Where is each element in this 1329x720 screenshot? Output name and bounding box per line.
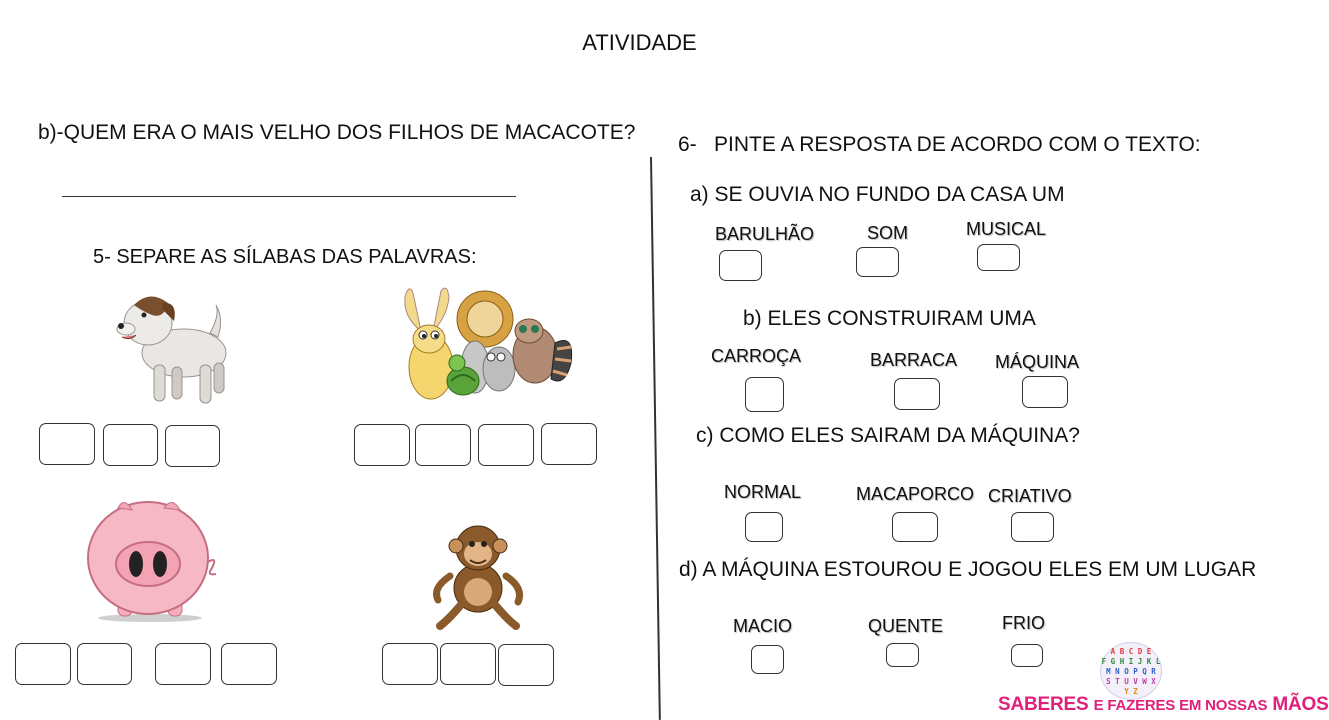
dog-icon [112, 285, 242, 410]
syllable-box[interactable] [382, 643, 438, 685]
syllable-box[interactable] [39, 423, 95, 465]
pig-icon [84, 498, 226, 624]
syllable-box[interactable] [103, 424, 158, 466]
answer-box[interactable] [719, 250, 762, 281]
page-title: ATIVIDADE [582, 30, 697, 55]
monkey-icon [430, 522, 526, 632]
syllable-box[interactable] [15, 643, 71, 685]
syllable-box[interactable] [155, 643, 211, 685]
item-a-question: a) SE OUVIA NO FUNDO DA CASA UM [690, 183, 1065, 206]
question-6-number: 6- [678, 133, 697, 156]
question-6: PINTE A RESPOSTA DE ACORDO COM O TEXTO: [714, 133, 1201, 156]
answer-box[interactable] [977, 244, 1020, 271]
option-label: QUENTE [868, 616, 944, 636]
answer-box[interactable] [745, 377, 784, 412]
answer-box[interactable] [745, 512, 783, 542]
syllable-box[interactable] [541, 423, 597, 465]
option-label: CRIATIVO [988, 486, 1072, 506]
syllable-box[interactable] [165, 425, 220, 467]
syllable-box[interactable] [498, 644, 554, 686]
option-label: NORMAL [724, 482, 802, 502]
question-b: b)-QUEM ERA O MAIS VELHO DOS FILHOS DE MACACOTE? [38, 121, 636, 144]
animal-group-icon [395, 283, 580, 413]
option-label: FRIO [1002, 613, 1045, 633]
answer-box[interactable] [751, 645, 784, 674]
answer-box[interactable] [886, 643, 919, 667]
syllable-box[interactable] [77, 643, 132, 685]
answer-box[interactable] [1011, 512, 1054, 542]
option-label: CARROÇA [711, 346, 802, 366]
answer-box[interactable] [1022, 376, 1068, 408]
syllable-box[interactable] [440, 643, 496, 685]
column-divider [650, 157, 661, 720]
item-b-question: b) ELES CONSTRUIRAM UMA [743, 307, 1036, 330]
syllable-box[interactable] [354, 424, 410, 466]
syllable-box[interactable] [415, 424, 471, 466]
item-c-question: c) COMO ELES SAIRAM DA MÁQUINA? [696, 424, 1080, 447]
answer-box[interactable] [892, 512, 938, 542]
syllable-box[interactable] [221, 643, 277, 685]
syllable-box[interactable] [478, 424, 534, 466]
item-d-question: d) A MÁQUINA ESTOUROU E JOGOU ELES EM UM LUGAR [679, 558, 1257, 581]
option-label: MUSICAL [966, 219, 1047, 239]
answer-box[interactable] [1011, 644, 1043, 667]
answer-box[interactable] [894, 378, 940, 410]
option-label: BARRACA [870, 350, 958, 370]
answer-box[interactable] [856, 247, 899, 277]
option-label: MACAPORCO [856, 484, 975, 504]
question-5: 5- SEPARE AS SÍLABAS DAS PALAVRAS: [93, 246, 477, 268]
option-label: SOM [867, 223, 909, 243]
option-label: MÁQUINA [995, 352, 1080, 372]
brand-name: SABERES E FAZERES EM NOSSAS MÃOS [998, 694, 1329, 715]
answer-line[interactable] [62, 196, 516, 197]
option-label: BARULHÃO [715, 224, 815, 244]
brand-logo-icon: A B C D E F G H I J K L M N O P Q R S T U V W X Y Z [1100, 642, 1162, 700]
option-label: MACIO [733, 616, 793, 636]
